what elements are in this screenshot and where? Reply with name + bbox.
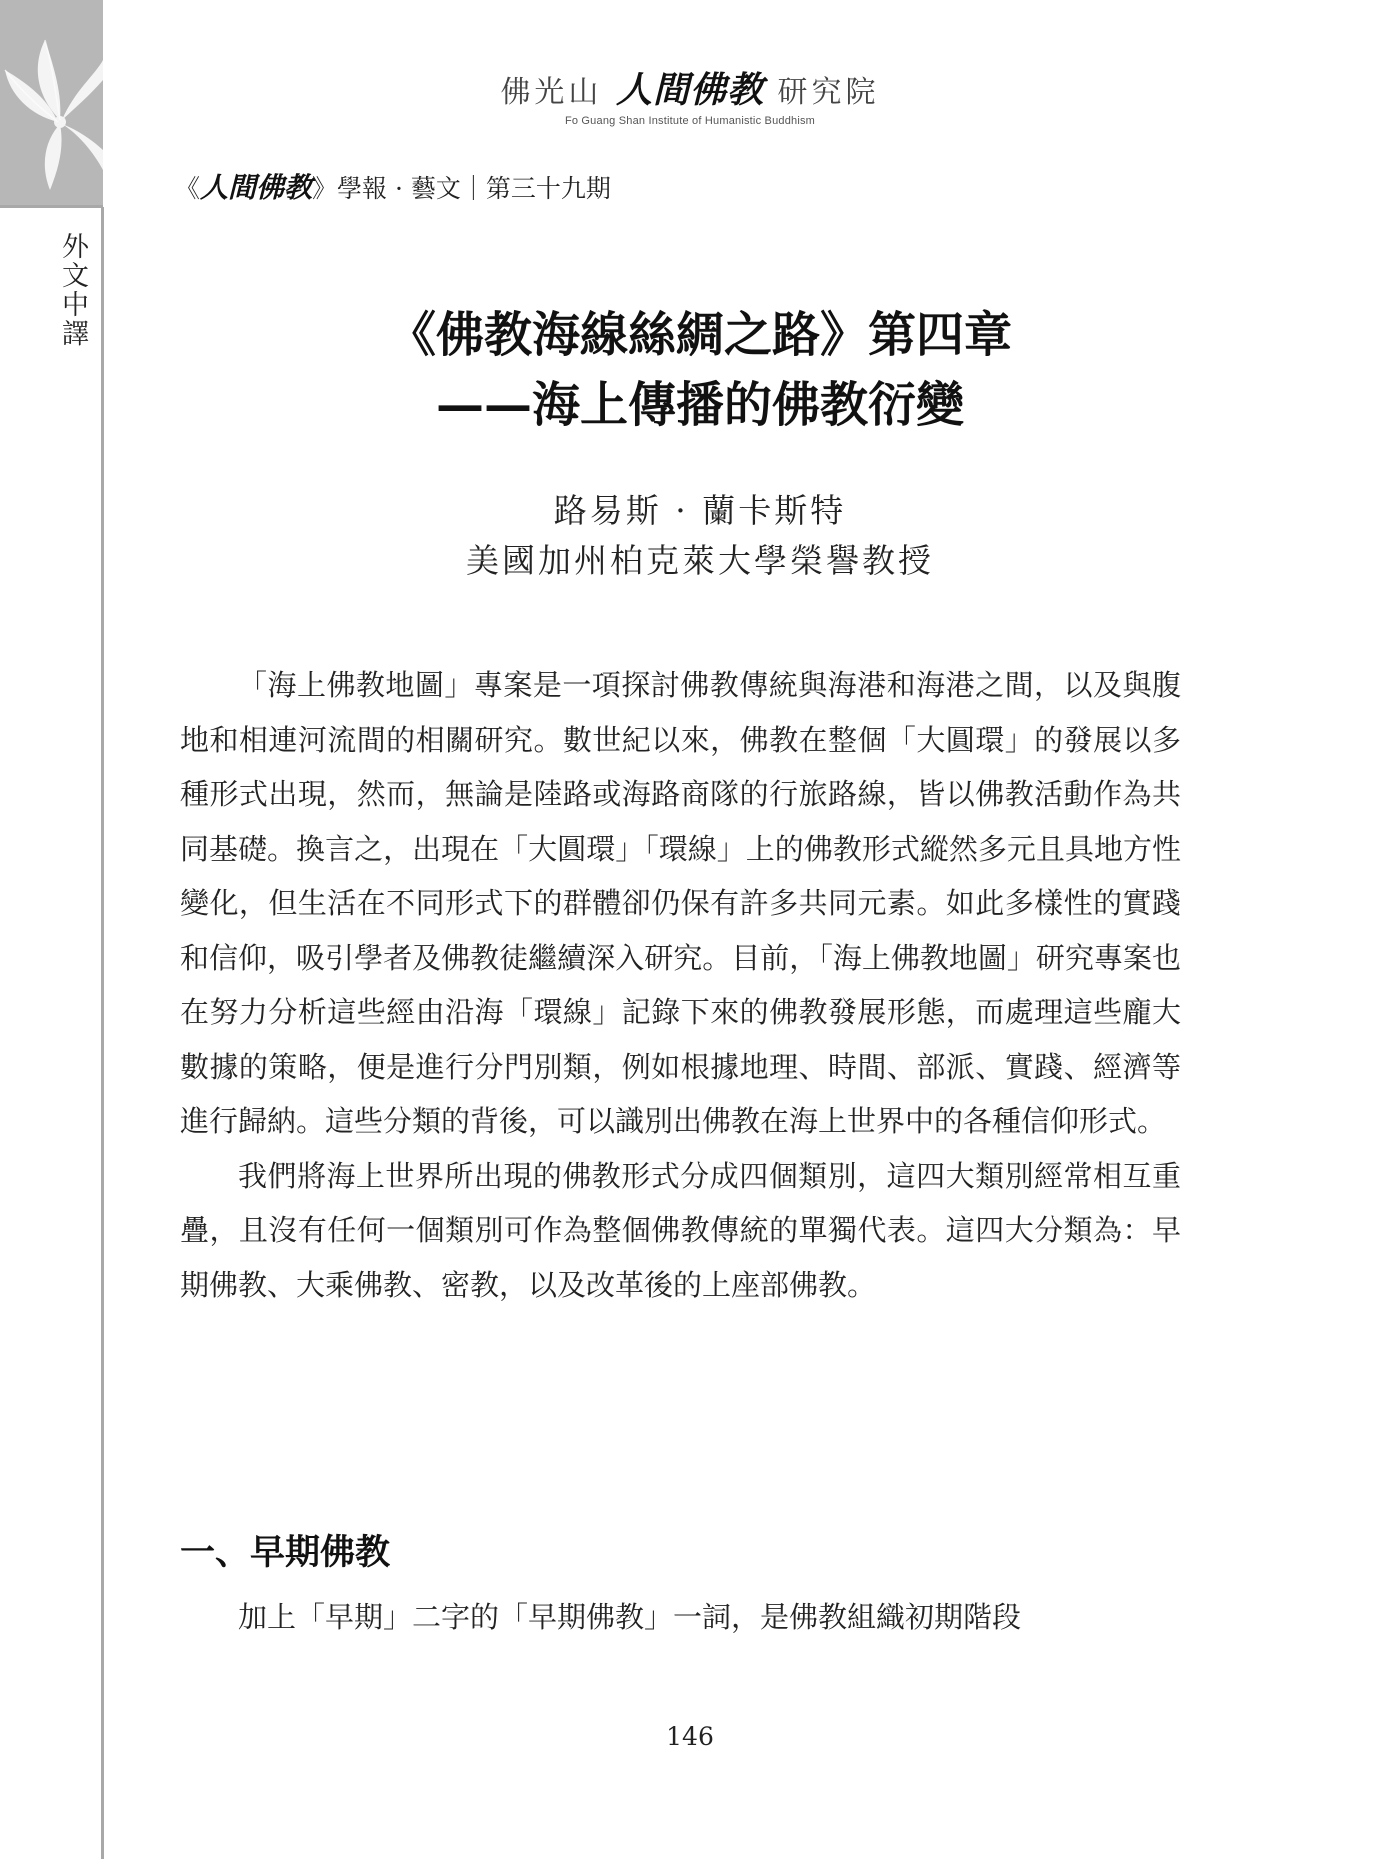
title-line-1: 《佛教海線絲綢之路》第四章 xyxy=(387,307,1012,363)
logo-prefix: 佛光山 xyxy=(500,75,603,110)
paragraph: 「海上佛教地圖」專案是一項探討佛教傳統與海港和海港之間，以及與腹地和相連河流間的相關研究。數世紀以來，佛教在整個「大圓環」的發展以多種形式出現，然而，無論是陸路或海路商隊的行旅路線，皆以佛教活動作為共同基礎。換言之，出現在「大圓環」「環線」上的佛教形式縱然多元且具地方性變化，但生活在不同形式下的群體卻仍保有許多共同元素。如此多樣性的實踐和信仰，吸引學者及佛教徒繼續深入研究。目前，「海上佛教地圖」研究專案也在努力分析這些經由沿海「環線」記錄下來的佛教發展形態，而處理這些龐大數據的策略，便是進行分門別類，例如根據地理、時間、部派、實踐、經濟等進行歸納。這些分類的背後，可以識別出佛教在海上世界中的各種信仰形式。 xyxy=(180,668,1181,1138)
paragraph: 加上「早期」二字的「早期佛教」一詞，是佛教組織初期階段 xyxy=(238,1600,1022,1634)
author-block xyxy=(200,486,1200,586)
lotus-flower-icon xyxy=(0,0,103,207)
logo-english: Fo Guang Shan Institute of Humanistic Buddhism xyxy=(564,115,816,127)
journal-calligraphy: 人間佛教 xyxy=(200,171,313,204)
author-affiliation: 美國加州柏克萊大學榮譽教授 xyxy=(466,541,934,580)
institute-logo xyxy=(480,62,900,127)
paragraph: 我們將海上世界所出現的佛教形式分成四個類別，這四大類別經常相互重疊，且沒有任何一個類別可作為整個佛教傳統的單獨代表。這四大分類為：早期佛教、大乘佛教、密教，以及改革後的上座部佛教。 xyxy=(180,1158,1181,1302)
section-heading: 一、早期佛教 xyxy=(180,1532,391,1573)
logo-calligraphy: 人間佛教 xyxy=(615,69,764,111)
logo-chinese xyxy=(480,62,900,113)
title-line-2: ——海上傳播的佛教衍變 xyxy=(435,377,964,433)
margin-rule xyxy=(101,207,104,1859)
page-number: 146 xyxy=(666,1722,714,1751)
article-body xyxy=(180,658,1181,1312)
article-title xyxy=(200,300,1200,440)
journal-running-head xyxy=(175,166,611,206)
corner-bottom-rule xyxy=(0,205,103,208)
side-section-label: 外文中譯 xyxy=(57,232,88,348)
logo-suffix: 研究院 xyxy=(777,75,880,110)
corner-decoration xyxy=(0,0,103,207)
journal-issue: 》學報 · 藝文｜第三十九期 xyxy=(312,174,611,203)
section-body xyxy=(180,1590,1181,1645)
journal-open-bracket: 《 xyxy=(175,174,201,203)
author-name: 路易斯 · 蘭卡斯特 xyxy=(553,491,847,530)
